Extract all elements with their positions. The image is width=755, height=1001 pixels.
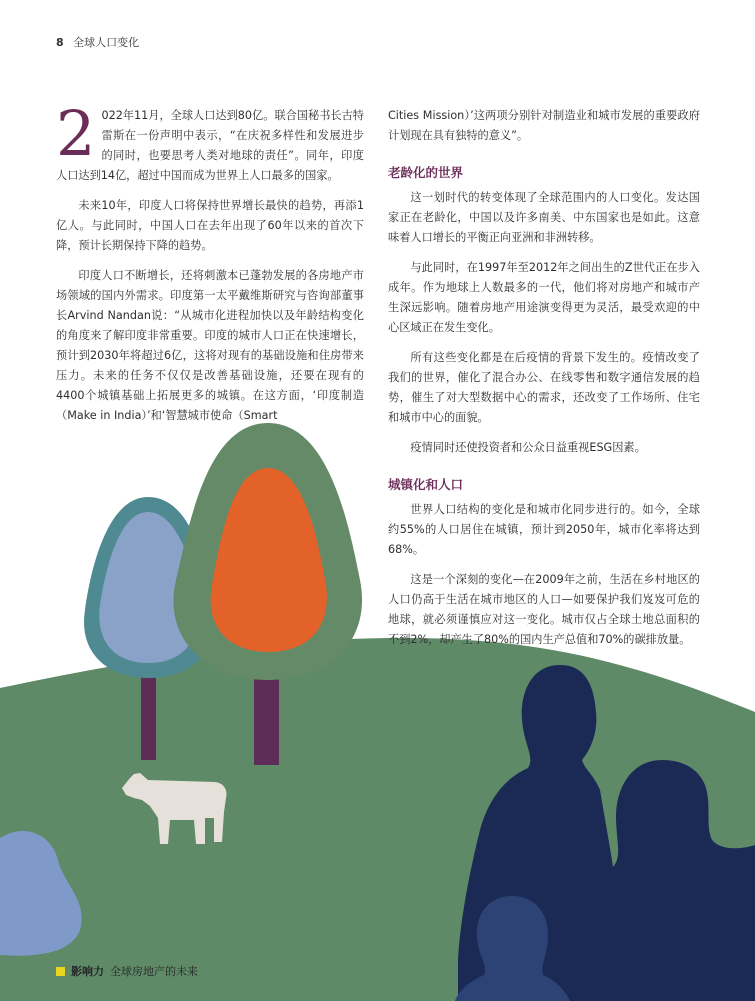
drop-cap: 2 — [56, 97, 96, 170]
heading-urbanization: 城镇化和人口 — [388, 477, 464, 492]
paragraph-urbanization: 世界人口结构的变化是和城市化同步进行的。如今，全球约55%的人口居住在城镇，预计到2050年，城市化率将达到68%。 — [388, 503, 700, 556]
page-section-title: 全球人口变化 — [73, 36, 140, 49]
intro-text: 022年11月，全球人口达到80亿。联合国秘书长古特雷斯在一份声明中表示，“在庆祝多样性和发展进步的同时，也要思考人类对地球的责任”。同年，印度人口达到14亿，超过中国而成为世界上人口最多的国家。 — [56, 109, 364, 182]
paragraph-india-growth: 未来10年，印度人口将保持世界增长最快的趋势，再添1亿人。与此同时，中国人口在去年出现了60年以来的首次下降，预计长期保持下降的趋势。 — [56, 199, 364, 252]
paragraph-pandemic: 所有这些变化都是在后疫情的背景下发生的。疫情改变了我们的世界，催化了混合办公、在线零售和数字通信发展的趋势，催生了对大型数据中心的需求，还改变了工作场所、住宅和城市中心的面貌。 — [388, 351, 700, 424]
left-column — [56, 97, 364, 436]
footer-brand: 影响力 — [71, 965, 104, 978]
footer-subtitle: 全球房地产的未来 — [110, 965, 198, 978]
intro-paragraph — [56, 97, 364, 186]
paragraph-continued: Cities Mission）’这两项分别针对制造业和城市发展的重要政府计划现在具有独特的意义”。 — [388, 109, 700, 142]
right-column — [388, 106, 700, 660]
footer-mark-icon — [56, 967, 65, 976]
paragraph-gen-z: 与此同时，在1997年至2012年之间出生的Z世代正在步入成年。作为地球上人数最多的一代，他们将对房地产和城市产生深远影响。随着房地产用途演变得更为灵活，最受欢迎的中心区域正在发生变化。 — [388, 261, 700, 334]
page-number: 8 — [56, 36, 64, 49]
paragraph-urban-change: 这是一个深刻的变化—在2009年之前，生活在乡村地区的人口仍高于生活在城市地区的人口—如要保护我们岌岌可危的地球，就必须谨慎应对这一变化。城市仅占全球土地总面积的不到2%，却产生了80%的国内生产总值和70%的碳排放量。 — [388, 573, 700, 646]
paragraph-india-demand: 印度人口不断增长，还将刺激本已蓬勃发展的各房地产市场领域的国内外需求。印度第一太平戴维斯研究与咨询部董事长Arvind Nandan说：“从城市化进程加快以及年龄结构变化的角度来了解印度非常重要。印度的城市人口正在快速增长，预计到2030年将超过6亿，这将对现有的基础设施和住房带来压力。未来的任务不仅仅是改善基础设施，还要在现有的4400个城镇基础上拓展更多的城镇。在这方面，‘印度制造（Make in India）’和‘智慧城市使命（Smart — [56, 269, 364, 422]
page-footer — [56, 963, 198, 979]
paragraph-aging: 这一划时代的转变体现了全球范围内的人口变化。发达国家正在老龄化，中国以及许多南美、中东国家也是如此。这意味着人口增长的平衡正向亚洲和非洲转移。 — [388, 191, 700, 244]
small-tree-trunk — [141, 665, 156, 760]
heading-aging-world: 老龄化的世界 — [388, 165, 464, 180]
paragraph-esg: 疫情同时还使投资者和公众日益重视ESG因素。 — [410, 441, 646, 454]
page-header — [56, 34, 139, 50]
